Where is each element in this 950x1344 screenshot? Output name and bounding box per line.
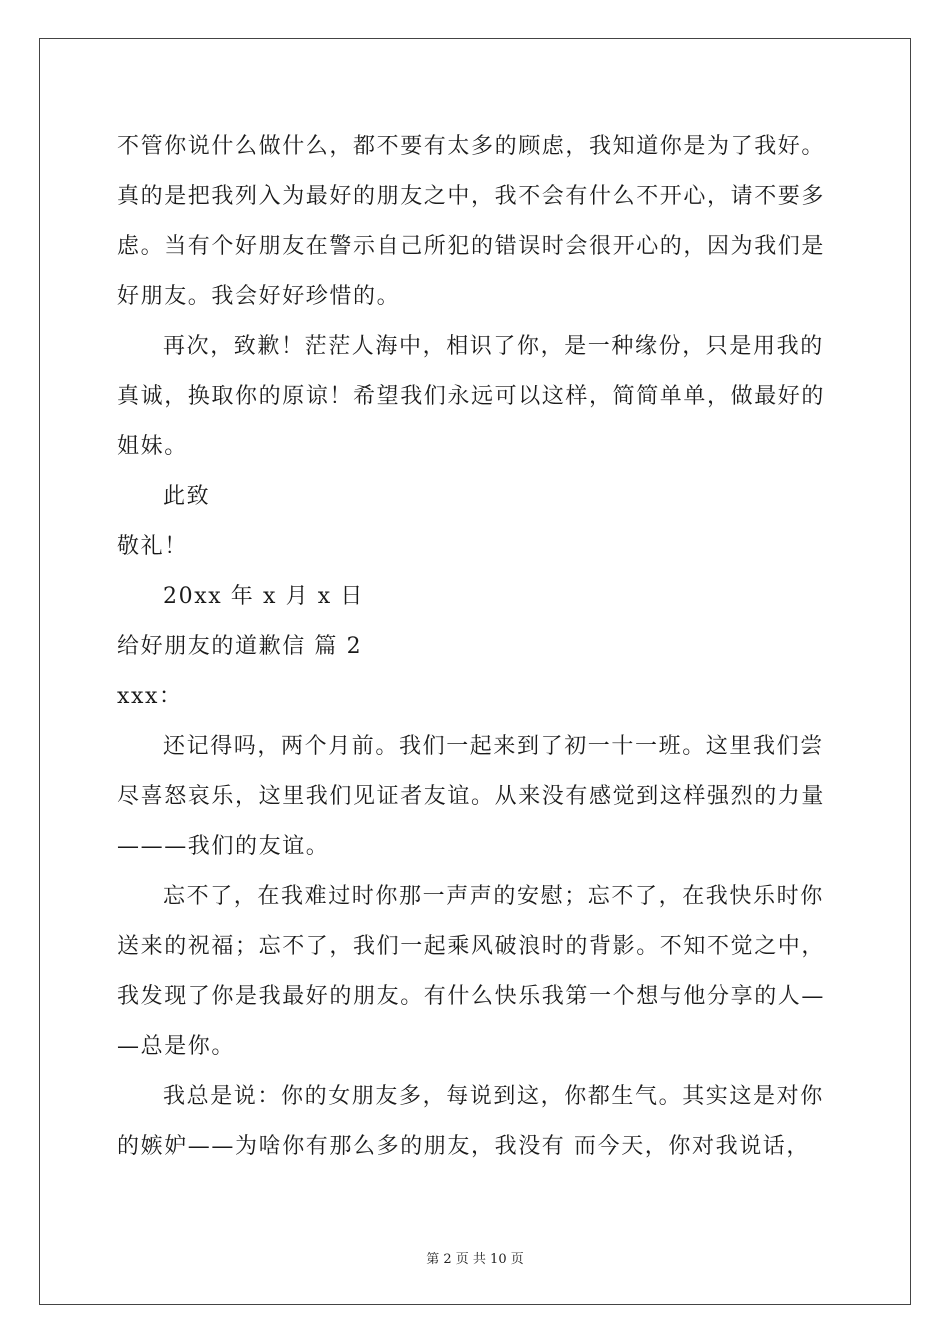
text-line: 真的是把我列入为最好的朋友之中，我不会有什么不开心，请不要多 bbox=[117, 184, 826, 209]
text-line: 送来的祝福；忘不了，我们一起乘风破浪时的背影。不知不觉之中， bbox=[117, 934, 826, 959]
text-line: 不管你说什么做什么，都不要有太多的顾虑，我知道你是为了我好。 bbox=[117, 134, 826, 159]
text-line: 忘不了，在我难过时你那一声声的安慰；忘不了，在我快乐时你 bbox=[163, 884, 824, 909]
text-line: 好朋友。我会好好珍惜的。 bbox=[117, 284, 401, 309]
closing-salutation: 此致 bbox=[163, 484, 211, 509]
text-line: —总是你。 bbox=[117, 1034, 236, 1059]
letter-date: 20xx 年 x 月 x 日 bbox=[163, 584, 364, 609]
text-line: 真诚，换取你的原谅！希望我们永远可以这样，简简单单，做最好的 bbox=[117, 384, 826, 409]
letter-greeting: xxx： bbox=[117, 684, 183, 709]
document-body bbox=[117, 122, 837, 1172]
text-line: ———我们的友谊。 bbox=[117, 834, 330, 859]
text-line: 虑。当有个好朋友在警示自己所犯的错误时会很开心的，因为我们是 bbox=[117, 234, 826, 259]
text-line: 姐妹。 bbox=[117, 434, 188, 459]
text-line: 的嫉妒——为啥你有那么多的朋友，我没有 而今天，你对我说话， bbox=[117, 1134, 810, 1159]
text-line: 尽喜怒哀乐，这里我们见证者友谊。从来没有感觉到这样强烈的力量 bbox=[117, 784, 826, 809]
page-footer: 第 2 页 共 10 页 bbox=[426, 1252, 524, 1267]
text-line: 我总是说：你的女朋友多，每说到这，你都生气。其实这是对你 bbox=[163, 1084, 824, 1109]
text-line: 还记得吗，两个月前。我们一起来到了初一十一班。这里我们尝 bbox=[163, 734, 824, 759]
closing-regards: 敬礼！ bbox=[117, 534, 188, 559]
text-line: 再次，致歉！茫茫人海中，相识了你，是一种缘份，只是用我的 bbox=[163, 334, 824, 359]
section-title: 给好朋友的道歉信 篇 2 bbox=[117, 634, 363, 659]
text-line: 我发现了你是我最好的朋友。有什么快乐我第一个想与他分享的人— bbox=[117, 984, 826, 1009]
